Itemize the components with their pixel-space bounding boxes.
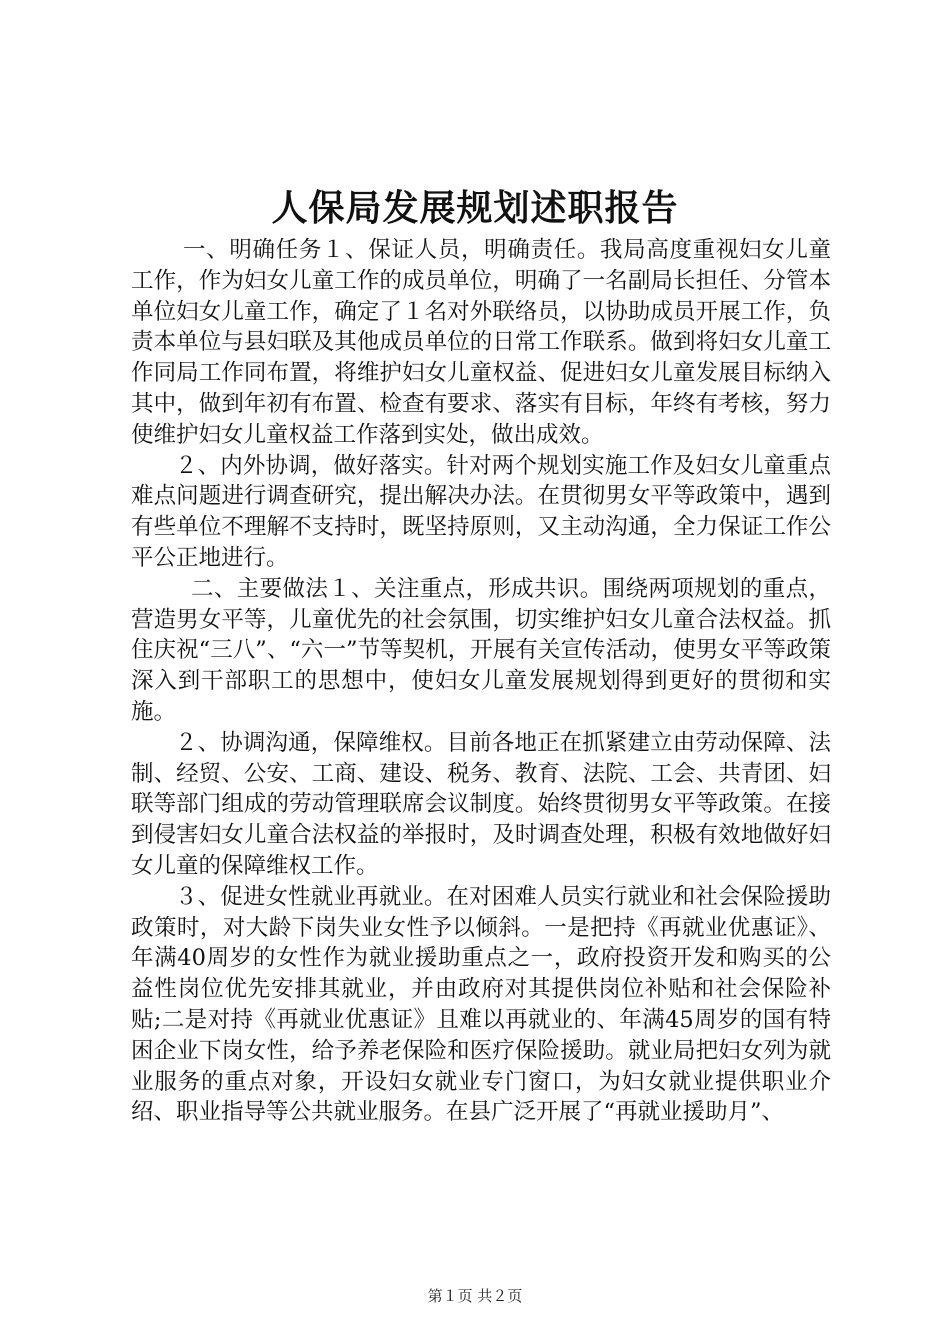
- document-body: [131, 235, 831, 1128]
- document-title: 人保局发展规划述职报告: [271, 187, 679, 229]
- page-footer: [0, 1286, 950, 1306]
- paragraph-4: ２、协调沟通，保障维权。目前各地正在抓紧建立由劳动保障、法制、经贸、公安、工商、建设、税务、教育、法院、工会、共青团、妇联等部门组成的劳动管理联席会议制度。始终贯彻男女平等政策。在接到侵害妇女儿童合法权益的举报时，及时调查处理，积极有效地做好妇女儿童的保障维权工作。: [131, 729, 831, 879]
- paragraph-3: 二、主要做法１、关注重点，形成共识。围绕两项规划的重点，营造男女平等，儿童优先的社会氛围，切实维护妇女儿童合法权益。抓住庆祝“三八”、“六一”节等契机，开展有关宣传活动，使男女平等政策深入到干部职工的思想中，使妇女儿童发展规划得到更好的贯彻和实施。: [131, 575, 831, 725]
- page-number-label: 第１页 共２页: [427, 1287, 523, 1305]
- paragraph-2: ２、内外协调，做好落实。针对两个规划实施工作及妇女儿童重点难点问题进行调查研究，提出解决办法。在贯彻男女平等政策中，遇到有些单位不理解不支持时，既坚持原则，又主动沟通，全力保证工作公平公正地进行。: [131, 452, 831, 571]
- paragraph-5: ３、促进女性就业再就业。在对困难人员实行就业和社会保险援助政策时，对大龄下岗失业女性予以倾斜。一是把持《再就业优惠证》、年满40周岁的女性作为就业援助重点之一，政府投资开发和购买的公益性岗位优先安排其就业，并由政府对其提供岗位补贴和社会保险补贴;二是对持《再就业优惠证》且难以再就业的、年满45周岁的国有特困企业下岗女性，给予养老保险和医疗保险援助。就业局把妇女列为就业服务的重点对象，开设妇女就业专门窗口，为妇女就业提供职业介绍、职业指导等公共就业服务。在县广泛开展了“再就业援助月”、: [131, 883, 831, 1126]
- paragraph-1: 一、明确任务１、保证人员，明确责任。我局高度重视妇女儿童工作，作为妇女儿童工作的成员单位，明确了一名副局长担任、分管本单位妇女儿童工作，确定了１名对外联络员，以协助成员开展工作，负责本单位与县妇联及其他成员单位的日常工作联系。做到将妇女儿童工作同局工作同布置，将维护妇女儿童权益、促进妇女儿童发展目标纳入其中，做到年初有布置、检查有要求、落实有目标，年终有考核，努力使维护妇女儿童权益工作落到实处，做出成效。: [131, 237, 831, 448]
